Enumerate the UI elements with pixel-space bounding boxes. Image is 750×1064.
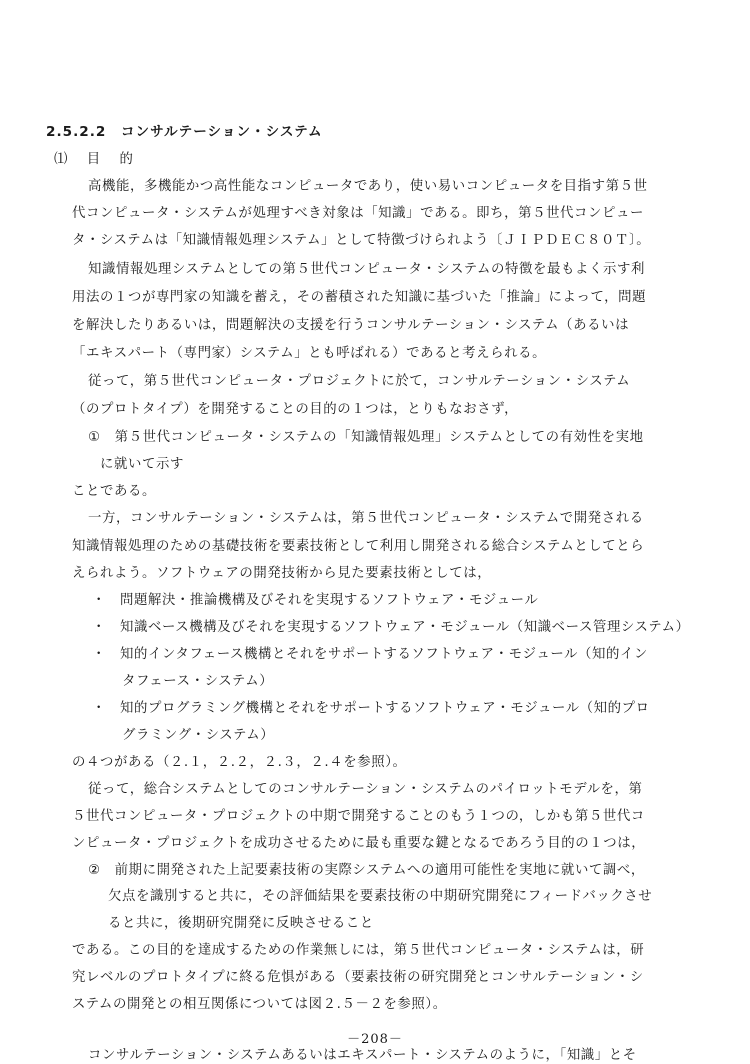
body-line: グラミング・システム） [122,728,275,743]
body-line: ると共に，後期研究開発に反映させること [108,916,374,931]
page-number: －208－ [347,1032,403,1047]
numbered-item-1: ① 第５世代コンピュータ・システムの「知識情報処理」システムとしての有効性を実地 [88,430,644,445]
body-line: （のプロトタイプ）を開発することの目的の１つは，とりもなおさず， [72,402,519,417]
body-line: の４つがある（２.１，２.２，２.３，２.４を参照）。 [72,755,407,770]
body-line: 従って，総合システムとしてのコンサルテーション・システムのパイロットモデルを，第 [88,782,643,797]
subheading: ⑴ 目 的 [54,152,136,167]
body-line: 従って，第５世代コンピュータ・プロジェクトに於て，コンサルテーション・システム [88,374,631,389]
bullet-item: ・ 知識ベース機構及びそれを実現するソフトウェア・モジュール（知識ベース管理システム） [92,620,690,635]
body-line: である。この目的を達成するための作業無しには，第５世代コンピュータ・システムは，研 [72,943,645,958]
body-line: 知識情報処理システムとしての第５世代コンピュータ・システムの特徴を最もよく示す利 [88,262,645,277]
section-heading: 2.5.2.2 コンサルテーション・システム [46,124,323,140]
bullet-item: ・ 知的プログラミング機構とそれをサポートするソフトウェア・モジュール（知的プロ [92,701,650,716]
body-line: 代コンピュータ・システムが処理すべき対象は「知識」である。即ち，第５世代コンピュー [72,206,645,221]
body-line: 欠点を識別すると共に，その評価結果を要素技術の中期研究開発にフィードバックさせ [108,889,653,904]
body-line: 知識情報処理のための基礎技術を要素技術として利用し開発される総合システムとしてとら [72,539,645,554]
body-line: 究レベルのプロトタイプに終る危惧がある（要素技術の研究開発とコンサルテーション・シ [72,970,644,985]
body-line: を解決したりあるいは，問題解決の支援を行うコンサルテーション・システム（あるいは [72,318,630,333]
body-line: コンサルテーション・システムあるいはエキスパート・システムのように，「知識」とそ [88,1048,637,1063]
body-line: えられよう。ソフトウェアの開発技術から見た要素技術としては， [72,566,492,581]
body-line: ことである。 [72,484,156,499]
body-line: ステムの開発との相互関係については図２.５－２を参照）。 [72,997,447,1012]
body-line: ンピュータ・プロジェクトを成功させるために最も重要な鍵となるであろう目的の１つは， [72,836,646,851]
body-line: ５世代コンピュータ・プロジェクトの中期で開発することのもう１つの，しかも第５世代コ [72,809,645,824]
body-line: 高機能，多機能かつ高性能なコンピュータであり，使い易いコンピュータを目指す第５世 [88,179,648,194]
body-line: 用法の１つが専門家の知識を蓄え，その蓄積された知識に基づいた「推論」によって，問題 [72,290,647,305]
body-line: 一方，コンサルテーション・システムは，第５世代コンピュータ・システムで開発される [88,511,644,526]
body-line: 「エキスパート（専門家）システム」とも呼ばれる）であると考えられる。 [72,346,547,361]
numbered-item-2: ② 前期に開発された上記要素技術の実際システムへの適用可能性を実地に就いて調べ， [88,863,645,878]
body-line: タ・システムは「知識情報処理システム」として特徴づけられよう〔ＪＩＰＤＥＣ８０Ｔ〕。 [72,233,651,248]
body-line: に就いて示す [100,457,184,472]
bullet-item: ・ 問題解決・推論機構及びそれを実現するソフトウェア・モジュール [92,593,539,608]
bullet-item: ・ 知的インタフェース機構とそれをサポートするソフトウェア・モジュール（知的イン [92,647,649,662]
body-line: タフェース・システム） [122,674,274,689]
